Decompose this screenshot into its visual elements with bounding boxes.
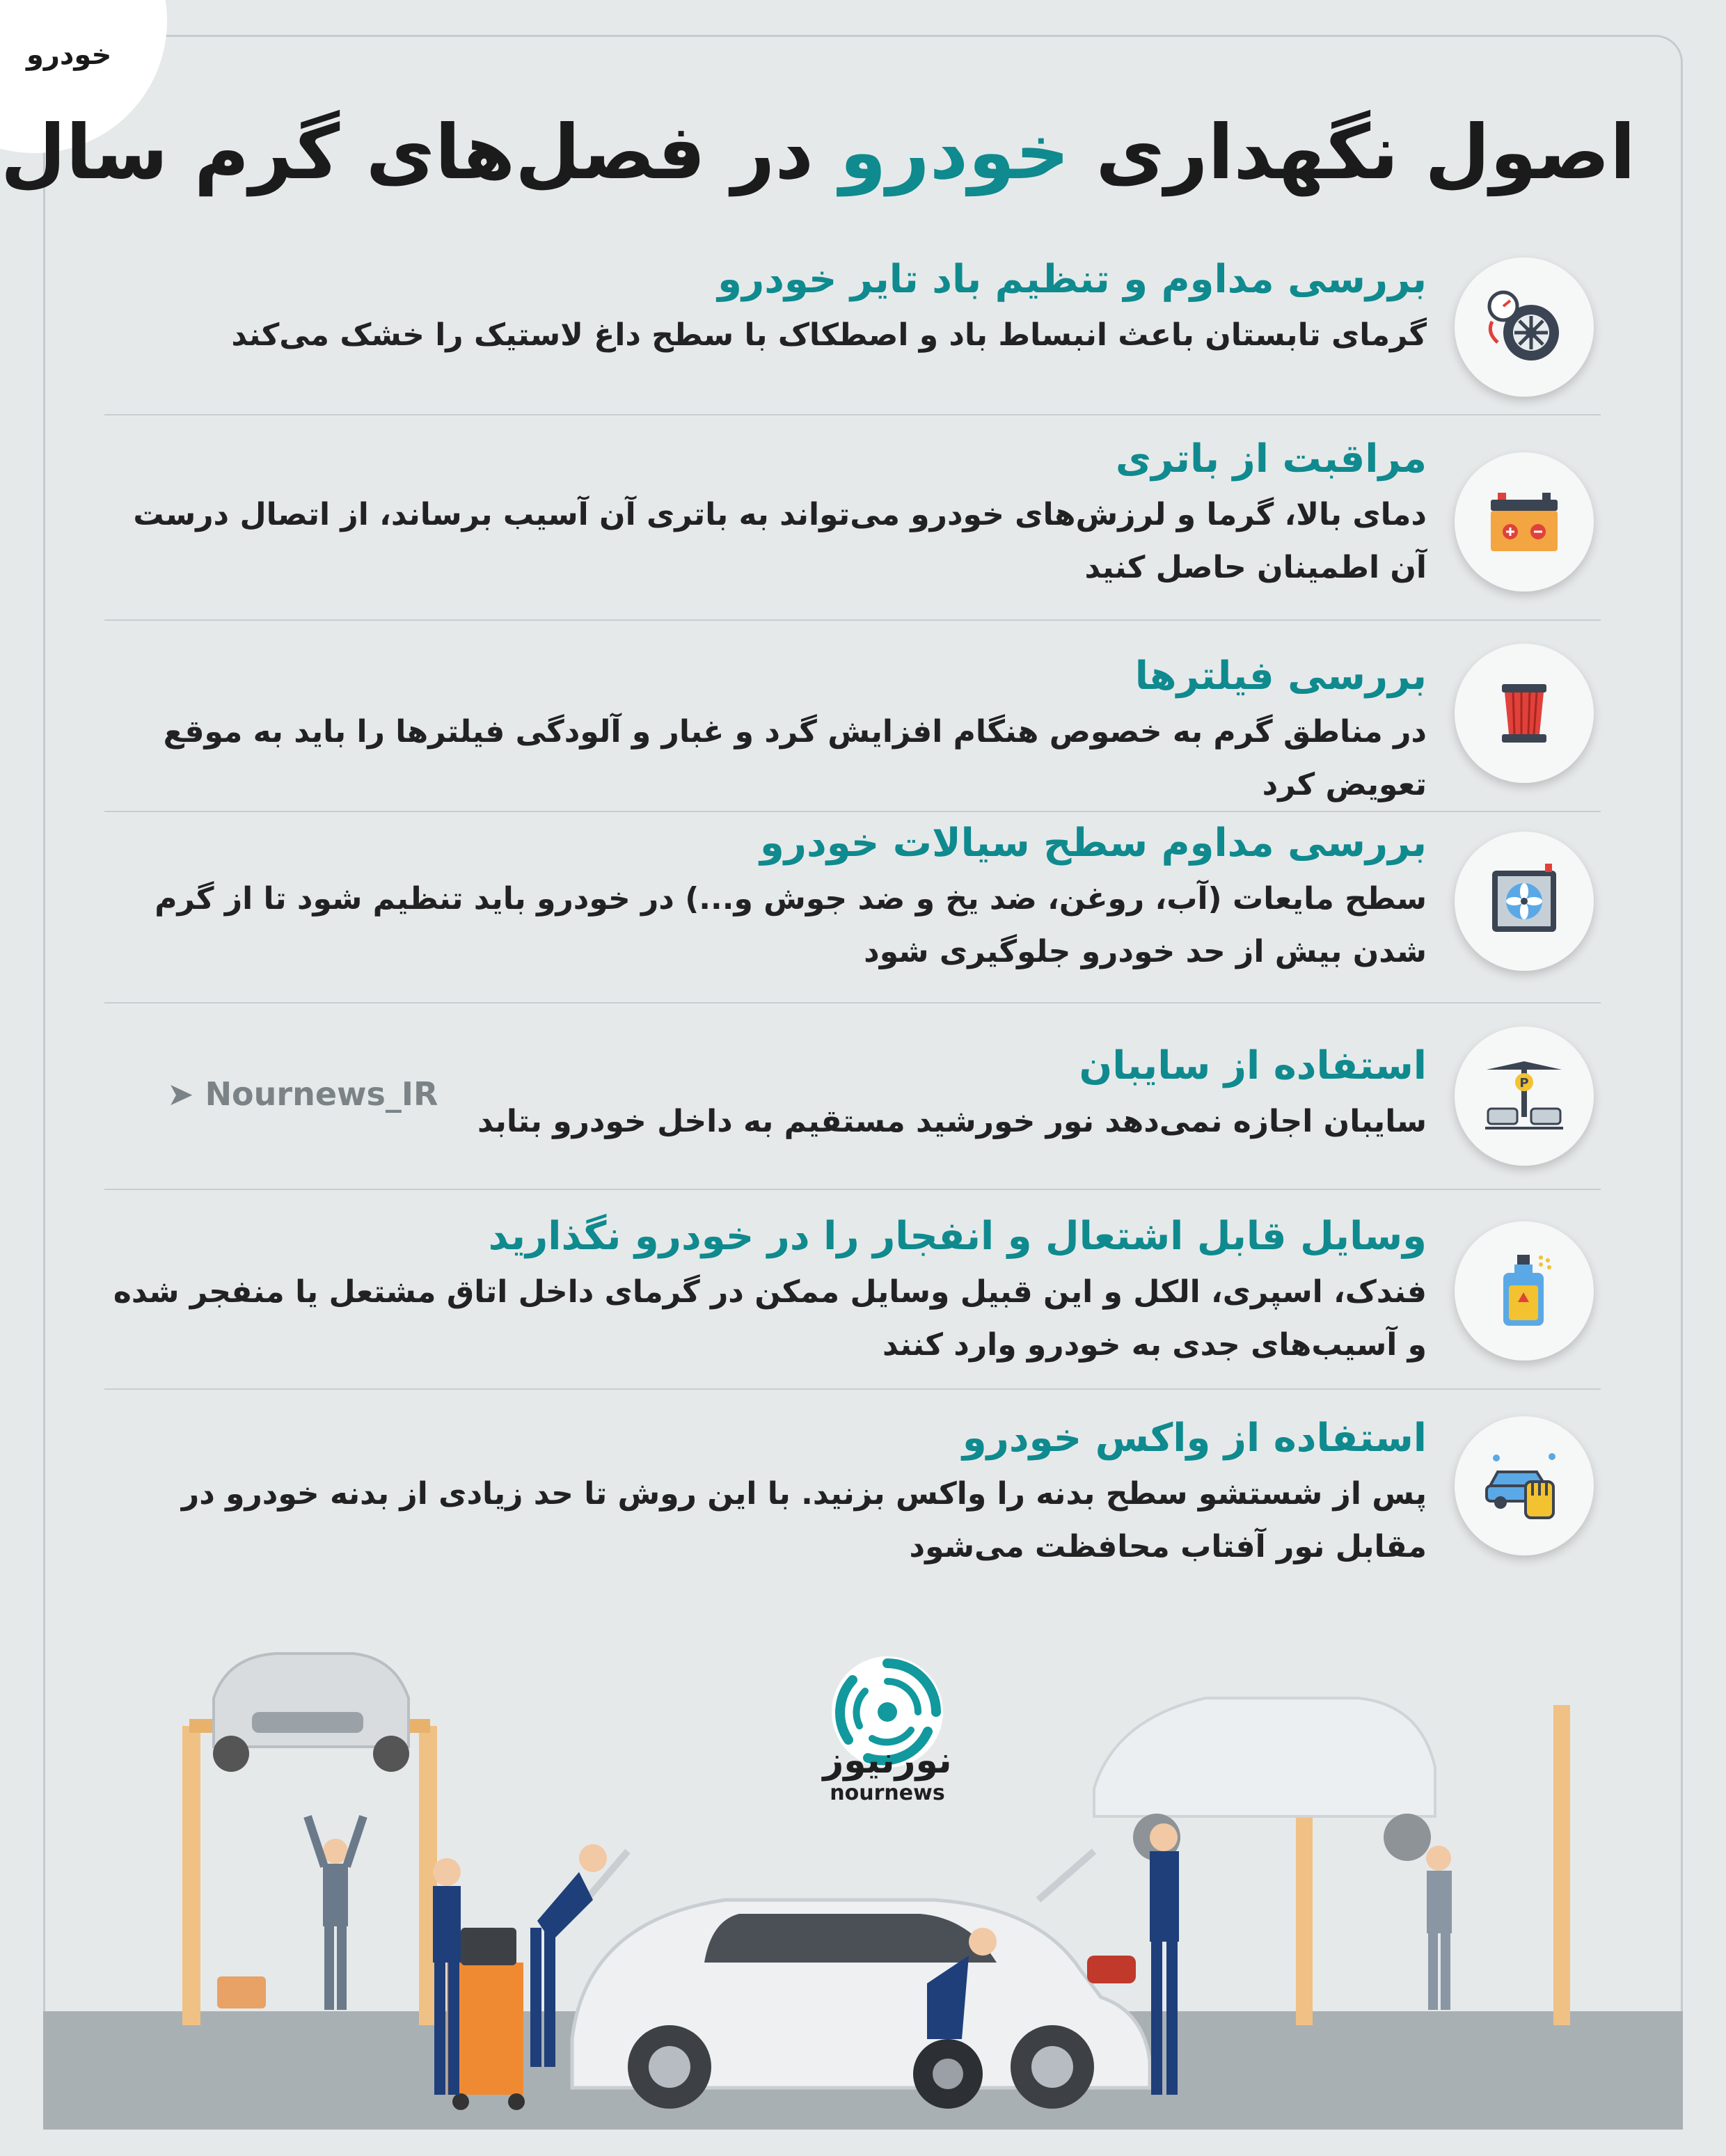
garage-scene-illustration: [43, 1649, 1683, 2130]
tip-text: در مناطق گرم به خصوص هنگام افزایش گرد و غبار و آلودگی فیلترها را باید به موقع تعویض کرد: [163, 714, 1427, 802]
tip-text: پس از شستشو سطح بدنه را واکس بزنید. با این روش تا حد زیادی از بدنه خودرو در مقابل نور آفتاب محافظت می‌شود: [181, 1476, 1427, 1564]
main-car: [572, 1851, 1150, 2109]
tip-title: بررسی مداوم و تنظیم باد تایر خودرو: [718, 257, 1427, 302]
tire-pressure-icon: [1455, 257, 1594, 397]
watermark-text: Nournews_IR: [205, 1075, 438, 1113]
tip-item-wax: [97, 1409, 1427, 1574]
tip-title: استفاده از سایبان: [1079, 1043, 1427, 1088]
tip-item-tires: [97, 251, 1427, 362]
divider: [104, 1388, 1601, 1390]
air-filter-icon: [1455, 644, 1594, 783]
telegram-icon: ➤: [167, 1075, 194, 1113]
tip-item-filters: [97, 647, 1427, 811]
tip-text: دمای بالا، گرما و لرزش‌های خودرو می‌تواند به باتری آن آسیب برساند، از اتصال درست آن اطمینان حاصل کنید: [133, 497, 1427, 585]
watermark: [167, 1075, 438, 1113]
title-highlight: خودرو: [839, 109, 1070, 196]
tip-text: فندک، اسپری، الکل و این قبیل وسایل ممکن در گرمای داخل اتاق مشتعل یا منفجر شده و آسیب‌های جدی به خودرو وارد کنند: [113, 1274, 1427, 1363]
divider: [104, 414, 1601, 415]
tip-title: استفاده از واکس خودرو: [962, 1416, 1427, 1461]
car-wax-icon: [1455, 1416, 1594, 1555]
car-lift-left: [182, 1654, 437, 2025]
spray-bottle-icon: [1455, 1221, 1594, 1361]
car-battery-icon: [1455, 452, 1594, 592]
tip-item-fluids: [97, 814, 1427, 978]
tip-title: بررسی مداوم سطح سیالات خودرو: [759, 821, 1427, 866]
svg-text:P: P: [1519, 1076, 1529, 1091]
tip-text: سایبان اجازه نمی‌دهد نور خورشید مستقیم به داخل خودرو بتابد: [477, 1104, 1427, 1139]
category-label: خودرو: [26, 39, 112, 71]
toolbox: [217, 1976, 266, 2008]
tip-text: سطح مایعات (آب، روغن، ضد یخ و ضد جوش و...) در خودرو باید تنظیم شود تا از گرم شدن بیش از حد خودرو جلوگیری شود: [155, 881, 1427, 969]
parking-shade-icon: [1455, 1027, 1594, 1166]
radiator-icon: [1455, 832, 1594, 971]
logo-fa: نورنیوز: [823, 1740, 952, 1782]
divider: [104, 619, 1601, 621]
page-title: [0, 97, 1636, 209]
divider: [104, 1189, 1601, 1190]
divider: [104, 1002, 1601, 1004]
tip-title: مراقبت از باتری: [1115, 436, 1427, 482]
mechanic-under-lift: [308, 1816, 363, 2010]
title-part-1: اصول نگهداری: [1095, 109, 1636, 196]
title-part-2: در فصل‌های گرم سال: [0, 109, 814, 196]
divider: [104, 811, 1601, 812]
logo-en: nournews: [830, 1781, 945, 1805]
mechanic-right: [1426, 1846, 1452, 2010]
tip-title: وسایل قابل اشتعال و انفجار را در خودرو نگذارید: [488, 1214, 1427, 1259]
tip-item-battery: [97, 430, 1427, 594]
tip-text: گرمای تابستان باعث انبساط باد و اصطکاک با سطح داغ لاستیک را خشک می‌کند: [231, 317, 1427, 353]
tip-title: بررسی فیلترها: [1134, 653, 1427, 699]
tip-item-flammables: [97, 1207, 1427, 1372]
